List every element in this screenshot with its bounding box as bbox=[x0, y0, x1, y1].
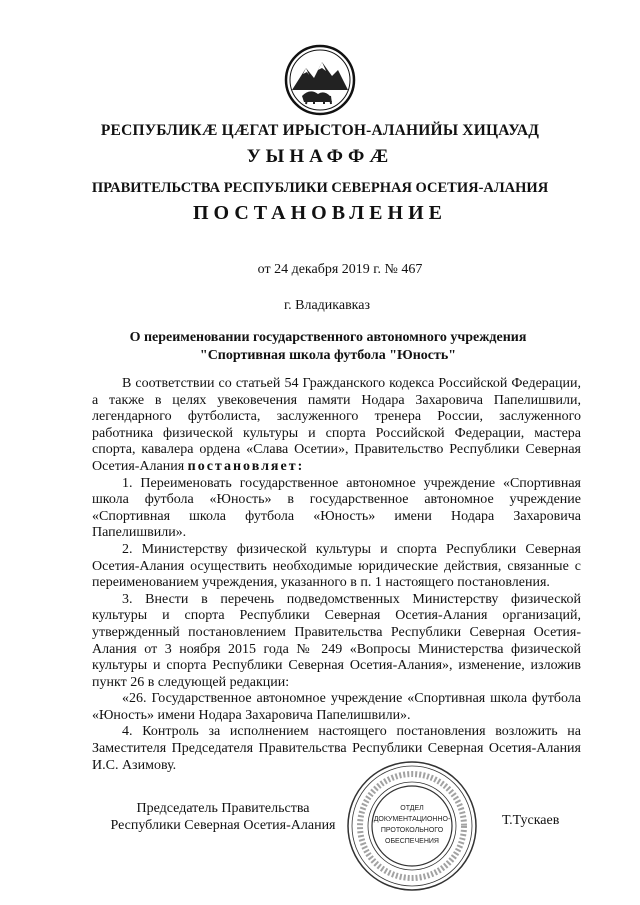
subject-line-1: О переименовании государственного автономного учреждения bbox=[129, 330, 527, 345]
stamp-line-4: ОБЕСПЕЧЕНИЯ bbox=[385, 838, 439, 845]
doc-type-ossetian: УЫНАФФӔ bbox=[246, 146, 394, 167]
doc-type-russian: ПОСТАНОВЛЕНИЕ bbox=[193, 202, 447, 224]
official-stamp bbox=[344, 758, 480, 894]
signatory-title-line-1: Председатель Правительства bbox=[136, 801, 310, 816]
stamp-line-3: ПРОТОКОЛЬНОГО bbox=[380, 827, 444, 834]
item-3: 3. Внести в перечень подведомственных Министерству физической культуры и спорта Республики Северная Осетия-Алания организаций, утвержденный постановлением Правительства Республики Северная Осетия-Алания от 3 ноября 2015 года № 249 «Вопросы Министерства физической культуры и спорта Республики Северная Осетия-Алания», изменение, изложив пункт 26 в следующей редакции: bbox=[92, 591, 581, 690]
document-body bbox=[92, 376, 581, 774]
government-title-russian: ПРАВИТЕЛЬСТВА РЕСПУБЛИКИ СЕВЕРНАЯ ОСЕТИЯ-АЛАНИЯ bbox=[91, 180, 549, 196]
item-2: 2. Министерству физической культуры и спорта Республики Северная Осетия-Алания осуществить необходимые юридические действия, связанные с переименованием учреждения, указанного в п. 1 настоящего постановления. bbox=[92, 541, 581, 591]
signatory-title bbox=[108, 800, 338, 834]
stamp-line-1: ОТДЕЛ bbox=[400, 805, 424, 812]
republic-title-ossetian: РЕСПУБЛИКӔ ЦӔГАТ ИРЫСТОН-АЛАНИЙЫ ХИЦАУАД bbox=[100, 122, 540, 139]
document-subject bbox=[0, 329, 640, 365]
subject-line-2: "Спортивная школа футбола "Юность" bbox=[199, 348, 457, 363]
date-and-number: от 24 декабря 2019 г. № 467 bbox=[257, 262, 423, 277]
city: г. Владикавказ bbox=[283, 298, 371, 313]
item-3-quote: «26. Государственное автономное учреждение «Спортивная школа футбола «Юность» имени Нодара Захаровича Папелишвили». bbox=[92, 691, 581, 723]
decree-word: постановляет: bbox=[187, 458, 305, 474]
coat-of-arms-emblem bbox=[284, 44, 356, 116]
preamble-text: В соответствии со статьей 54 Гражданского кодекса Российской Федерации, а также в целях увековечения памяти Нодара Захаровича Папелишвили, легендарного футболиста, заслуженного тренера России, заслуженного работника физической культуры и спорта Российской Федерации, мастера спорта, кавалера ордена «Слава Осетии», Правительство Республики Северная Осетия-Алания bbox=[92, 376, 581, 474]
stamp-line-2: ДОКУМЕНТАЦИОННО- bbox=[373, 816, 451, 823]
signatory-title-line-2: Республики Северная Осетия-Алания bbox=[110, 818, 336, 833]
item-4: 4. Контроль за исполнением настоящего постановления возложить на Заместителя Председателя Правительства Республики Северная Осетия-Алания И.С. Азимову. bbox=[92, 724, 581, 773]
signatory-name: Т.Тускаев bbox=[502, 813, 560, 828]
item-1: 1. Переименовать государственное автономное учреждение «Спортивная школа футбола «Юность» в государственное автономное учреждение «Спортивная школа футбола «Юность» имени Нодара Захаровича Папелишвили». bbox=[92, 475, 581, 541]
preamble-paragraph bbox=[92, 376, 581, 476]
